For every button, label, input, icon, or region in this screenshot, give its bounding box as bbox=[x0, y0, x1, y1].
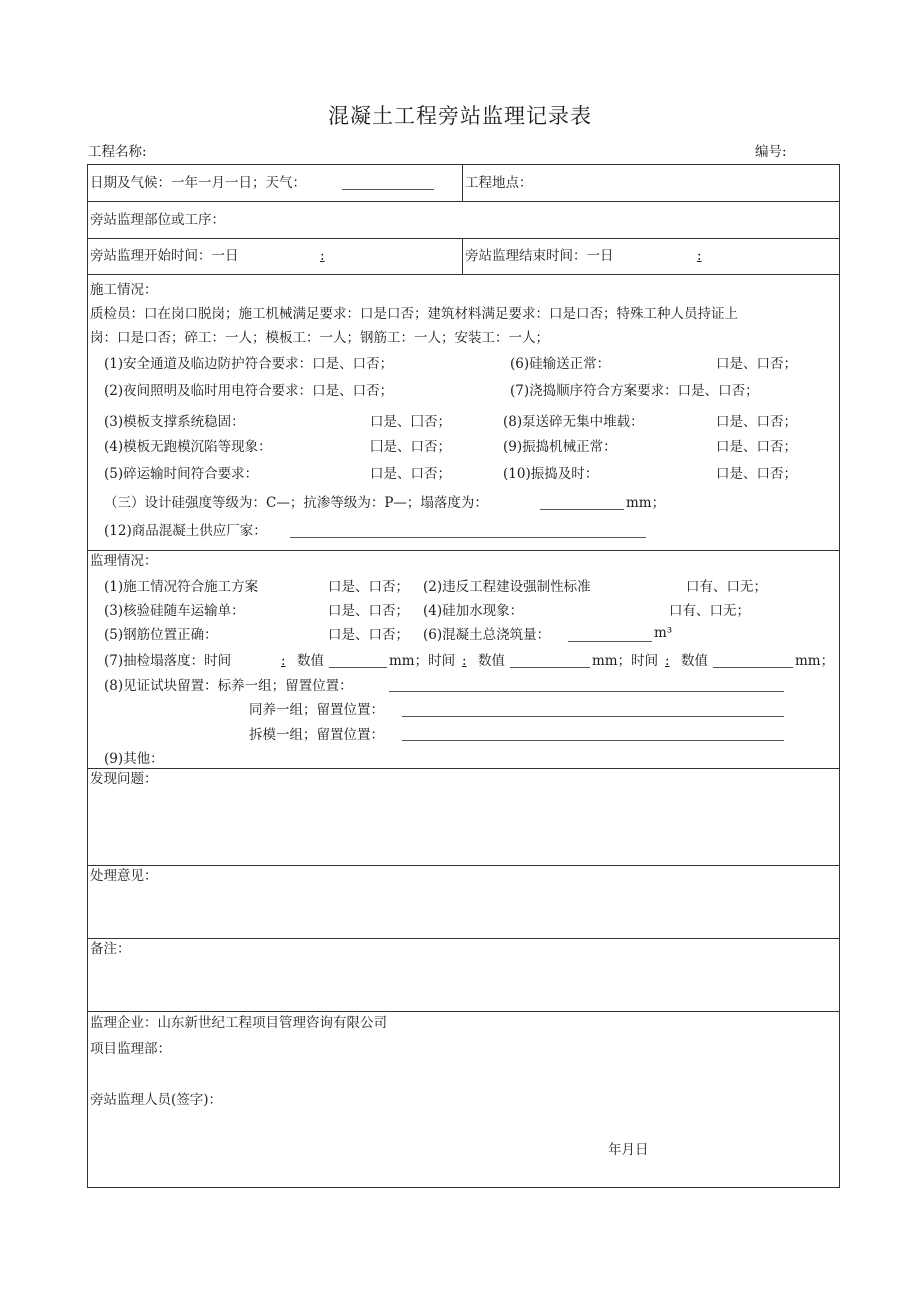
same-cure-location-field[interactable] bbox=[402, 716, 784, 717]
witness-label: (8)见证试块留置：标养一组；留置位置： bbox=[104, 678, 353, 694]
check-options[interactable]: 口是、口否； bbox=[716, 466, 797, 482]
supplier-field[interactable] bbox=[290, 537, 646, 538]
slump-field[interactable] bbox=[540, 509, 624, 510]
weather-field[interactable] bbox=[342, 189, 434, 190]
slump-mm-time: mm；时间 bbox=[592, 653, 659, 669]
volume-unit: m³ bbox=[654, 625, 673, 641]
dept-label: 项目监理部： bbox=[90, 1041, 171, 1057]
check-item: (1)安全通道及临边防护符合要求：口是、口否； bbox=[104, 356, 394, 372]
page-title: 混凝土工程旁站监理记录表 bbox=[328, 104, 592, 128]
problems-label: 发现问题： bbox=[90, 771, 158, 787]
supervision-item: (4)硅加水现象： bbox=[423, 603, 524, 619]
number-label: 编号: bbox=[755, 144, 787, 160]
supplier-label: (12)商品混凝土供应厂家： bbox=[104, 523, 267, 539]
check-options[interactable]: 口是、口否； bbox=[716, 439, 797, 455]
check-options[interactable]: 口是、口否； bbox=[328, 579, 409, 595]
construction-line-2: 岗：口是口否；碎工：一人；模板工：一人；钢筋工：一人；安装工：一人； bbox=[90, 330, 549, 346]
strength-line: （三）设计硅强度等级为：C—；抗渗等级为：P—；塌落度为： bbox=[104, 495, 488, 511]
handling-label: 处理意见： bbox=[90, 868, 158, 884]
supervision-item: (6)混凝土总浇筑量： bbox=[423, 627, 551, 643]
row-divider bbox=[87, 865, 840, 866]
check-item: (10)振捣及时： bbox=[503, 466, 599, 482]
slump-mm-time: mm；时间 bbox=[389, 653, 456, 669]
strength-unit: mm； bbox=[626, 495, 666, 511]
removal-location-field[interactable] bbox=[402, 740, 784, 741]
start-time-colon: : bbox=[320, 248, 325, 264]
date-weather-label: 日期及气候：一年一月一日；天气： bbox=[90, 175, 306, 191]
slump-value-label: 数值 bbox=[478, 653, 505, 669]
check-options[interactable]: 囗是、口否； bbox=[370, 439, 451, 455]
cell-divider bbox=[462, 164, 463, 201]
slump-test-label: (7)抽检塌落度：时间 bbox=[104, 653, 232, 669]
check-item: (5)碎运输时间符合要求： bbox=[104, 466, 259, 482]
location-label: 工程地点： bbox=[465, 175, 533, 191]
date-label: 年月日 bbox=[608, 1142, 649, 1158]
row-divider bbox=[87, 201, 840, 202]
cell-divider bbox=[462, 238, 463, 274]
row-divider bbox=[87, 274, 840, 275]
check-item: (8)泵送碎无集中堆载： bbox=[503, 414, 644, 430]
check-options[interactable]: 口是、口否； bbox=[328, 603, 409, 619]
check-options[interactable]: 口有、口无； bbox=[669, 603, 750, 619]
slump-value-field[interactable] bbox=[329, 667, 387, 668]
slump-tail: mm； bbox=[795, 653, 835, 669]
check-options[interactable]: 口是、口否； bbox=[716, 356, 797, 372]
witness-location-field[interactable] bbox=[389, 691, 784, 692]
row-divider bbox=[87, 938, 840, 939]
slump-value-label: 数值 bbox=[681, 653, 708, 669]
check-item: (4)模板无跑模沉陷等现象： bbox=[104, 439, 272, 455]
remarks-label: 备注： bbox=[90, 941, 131, 957]
signature-label: 旁站监理人员(签字)： bbox=[90, 1092, 223, 1108]
check-item: (2)夜间照明及临时用电符合要求：口是、口否； bbox=[104, 383, 394, 399]
construction-heading: 施工情况： bbox=[90, 282, 158, 298]
slump-colon: : bbox=[281, 653, 286, 669]
supervision-item: (5)钢筋位置正确： bbox=[104, 627, 218, 643]
same-cure-label: 同养一组；留置位置： bbox=[249, 702, 384, 718]
part-label: 旁站监理部位或工序： bbox=[90, 212, 225, 228]
check-options[interactable]: 口是、囗否； bbox=[370, 414, 451, 430]
slump-value-label: 数值 bbox=[297, 653, 324, 669]
supervision-item: (2)违反工程建设强制性标准 bbox=[423, 579, 591, 595]
end-time-colon: : bbox=[697, 248, 702, 264]
row-divider bbox=[87, 768, 840, 769]
company-label: 监理企业：山东新世纪工程项目管理咨询有限公司 bbox=[90, 1015, 387, 1031]
check-item: (9)振捣机械正常： bbox=[503, 439, 617, 455]
removal-label: 拆模一组；留置位置： bbox=[249, 727, 384, 743]
volume-field[interactable] bbox=[568, 641, 652, 642]
supervision-heading: 监理情况： bbox=[90, 553, 158, 569]
supervision-item: (1)施工情况符合施工方案 bbox=[104, 579, 259, 595]
check-item: (7)浇捣顺序符合方案要求：口是、口否； bbox=[510, 383, 759, 399]
row-divider bbox=[87, 550, 840, 551]
end-time-label: 旁站监理结束时间：一日 bbox=[465, 248, 614, 264]
check-options[interactable]: 口是、口否； bbox=[370, 466, 451, 482]
construction-line-1: 质检员：口在岗口脱岗；施工机械满足要求：口是口否；建筑材料满足要求：口是口否；特殊工种人员持证上 bbox=[90, 306, 738, 322]
slump-colon: : bbox=[462, 653, 467, 669]
slump-colon: : bbox=[665, 653, 670, 669]
check-options[interactable]: 口是、口否； bbox=[716, 414, 797, 430]
check-options[interactable]: 口有、口无； bbox=[686, 579, 767, 595]
check-options[interactable]: 口是、口否； bbox=[328, 627, 409, 643]
check-item: (6)硅输送正常： bbox=[510, 356, 611, 372]
slump-value-field[interactable] bbox=[713, 667, 793, 668]
slump-value-field[interactable] bbox=[510, 667, 590, 668]
check-item: (3)模板支撑系统稳固： bbox=[104, 414, 245, 430]
row-divider bbox=[87, 1011, 840, 1012]
project-name-label: 工程名称: bbox=[88, 144, 147, 160]
row-divider bbox=[87, 238, 840, 239]
other-label: (9)其他： bbox=[104, 751, 164, 767]
start-time-label: 旁站监理开始时间：一日 bbox=[90, 248, 239, 264]
supervision-item: (3)核验硅随车运输单： bbox=[104, 603, 245, 619]
